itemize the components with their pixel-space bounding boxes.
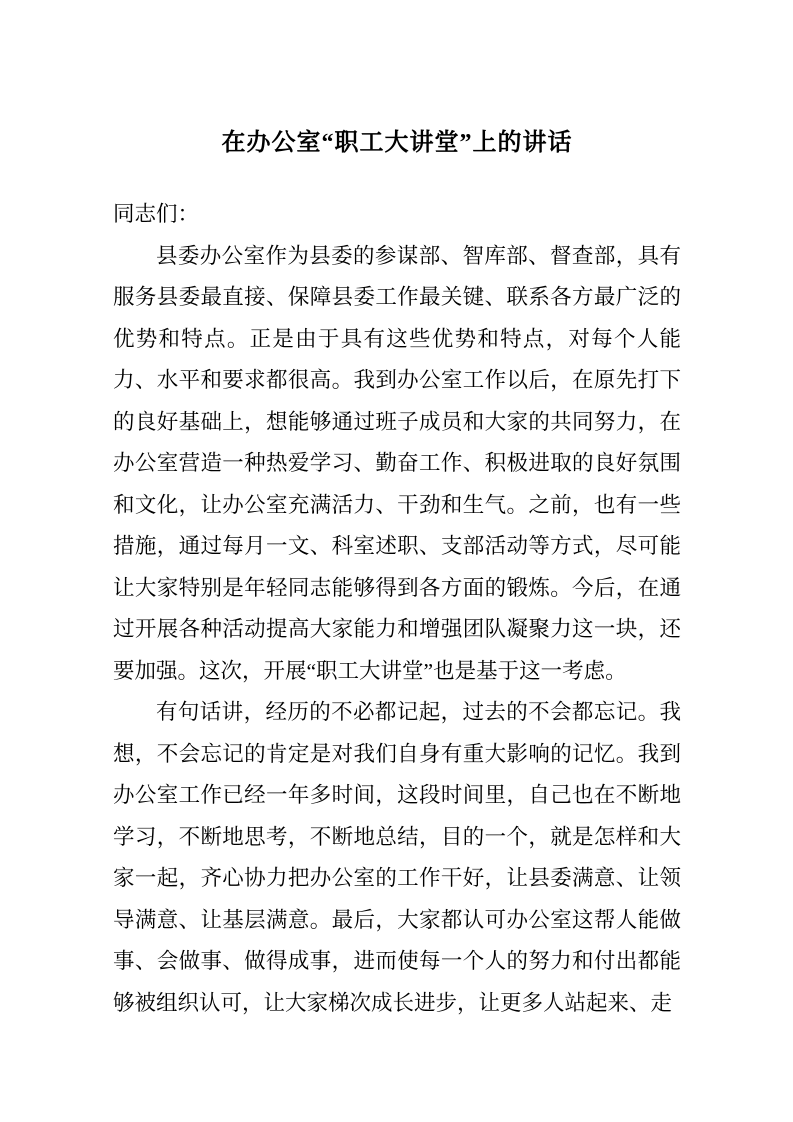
document-title: 在办公室“职工大讲堂”上的讲话 [221,130,573,156]
paragraph-1: 县委办公室作为县委的参谋部、智库部、督查部，具有服务县委最直接、保障县委工作最关键、联系各方最广泛的优势和特点。正是由于具有这些优势和特点，对每个人能力、水平和要求都很高。我到办公室工作以后，在原先打下的良好基础上，想能够通过班子成员和大家的共同努力，在办公室营造一种热爱学习、勤奋工作、积极进取的良好氛围和文化，让办公室充满活力、干劲和生气。之前，也有一些措施，通过每月一文、科室述职、支部活动等方式，尽可能让大家特别是年轻同志能够得到各方面的锻炼。今后，在通过开展各种活动提高大家能力和增强团队凝聚力这一块，还要加强。这次，开展“职工大讲堂”也是基于这一考虑。 [113,243,681,683]
document-body [113,194,681,1024]
paragraph-2: 有句话讲，经历的不必都记起，过去的不会都忘记。我想，不会忘记的肯定是对我们自身有重大影响的记忆。我到办公室工作已经一年多时间，这段时间里，自己也在不断地学习，不断地思考，不断地总结，目的一个，就是怎样和大家一起，齐心协力把办公室的工作干好，让县委满意、让领导满意、让基层满意。最后，大家都认可办公室这帮人能做事、会做事、做得成事，进而使每一个人的努力和付出都能够被组织认可，让大家梯次成长进步，让更多人站起来、走 [113,700,681,1015]
salutation-line: 同志们： [113,202,200,226]
